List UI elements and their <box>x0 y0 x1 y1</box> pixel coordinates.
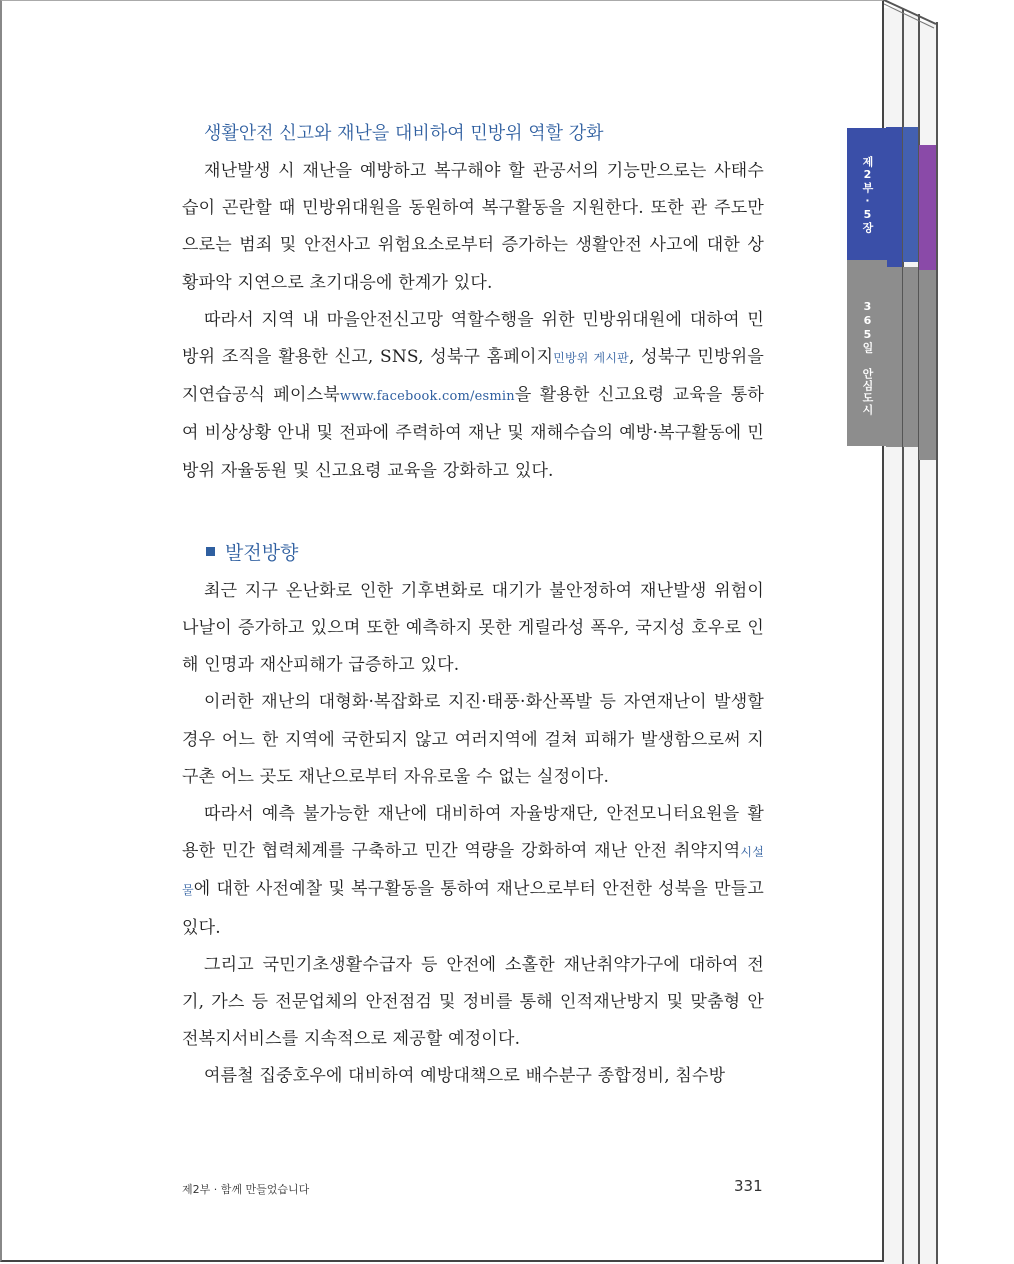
edge-tab-strip <box>919 145 936 270</box>
paragraph-text: 따라서 지역 내 마을안전신고망 역할수행을 위한 민방위대원에 대하여 민방위 조직을 활용한 신고, SNS, 성북구 홈페이지 <box>182 309 764 368</box>
paragraph: 이러한 재난의 대형화·복잡화로 지진·태풍·화산폭발 등 자연재난이 발생할 경우 어느 한 지역에 국한되지 않고 여러지역에 걸쳐 피해가 발생함으로써 지구촌 어느 곳도 재난으로부터 자유로울 수 없는 실정이다. <box>182 692 764 787</box>
paragraph <box>182 796 764 947</box>
paragraph-text: 에 대한 사전예찰 및 복구활동을 통하여 재난으로부터 안전한 성북을 만들고 있다. <box>182 879 764 938</box>
section-heading-text: 발전방향 <box>225 541 299 564</box>
edge-tab-strip <box>886 127 902 267</box>
paragraph-text: 따라서 예측 불가능한 재난에 대비하여 자율방재단, 안전모니터요원을 활용한 민간 협력체계를 구축하고 민간 역량을 강화하여 재난 안전 취약지역 <box>182 804 764 862</box>
footer-section-title: 제2부 · 함께 만들었습니다 <box>182 1183 310 1196</box>
paragraph: 재난발생 시 재난을 예방하고 복구해야 할 관공서의 기능만으로는 사태수습이 곤란할 때 민방위대원을 동원하여 복구활동을 지원한다. 또한 관 주도만으로는 범죄 및 안전사고 위험요소로부터 증가하는 생활안전 사고에 대한 상황파악 지연으로 초기대응에 한계가 있다. <box>182 161 764 293</box>
paragraph <box>182 302 764 490</box>
section-tab[interactable] <box>847 260 887 446</box>
paragraph: 최근 지구 온난화로 인한 기후변화로 대기가 불안정하여 재난발생 위험이 나날이 증가하고 있으며 또한 예측하지 못한 게릴라성 폭우, 국지성 호우로 인해 인명과 재산피해가 급증하고 있다. <box>182 580 764 676</box>
subheading: 생활안전 신고와 재난을 대비하여 민방위 역할 강화 <box>204 123 604 144</box>
page-stack-corner <box>884 0 940 30</box>
square-bullet-icon <box>206 547 215 556</box>
chapter-tab-label: 제2부·5장 <box>861 156 874 234</box>
chapter-tab[interactable] <box>847 128 887 260</box>
paragraph-text: 을 활용한 신고요령 교육을 통하여 비상상황 안내 및 전파에 주력하여 재난 및 재해수습의 예방·복구활동에 민방위 자율동원 및 신고요령 교육을 강화하고 있다. <box>182 385 764 481</box>
inline-note: 민방위 게시판 <box>553 351 629 366</box>
paragraph: 그리고 국민기초생활수급자 등 안전에 소홀한 재난취약가구에 대하여 전기, 가스 등 전문업체의 안전점검 및 정비를 통해 인적재난방지 및 맞춤형 안전복지서비스를 지속적으로 제공할 예정이다. <box>182 954 764 1050</box>
paragraph: 여름철 집중호우에 대비하여 예방대책으로 배수분구 종합정비, 침수방 <box>204 1066 726 1087</box>
paragraph-text: , 성북구 민방위을지연습공식 페이스북 <box>182 347 764 406</box>
page-content <box>182 119 764 1096</box>
section-tab-label: 365일 안심도시 <box>861 300 874 416</box>
edge-tab-strip <box>919 270 936 460</box>
section-heading <box>206 538 764 565</box>
edge-tab-strip <box>903 267 918 447</box>
edge-tab-strip <box>886 267 902 447</box>
inline-note: 시설물 <box>182 845 764 898</box>
edge-tab-strip <box>903 127 918 262</box>
facebook-url: www.facebook.com/esmin <box>339 389 515 405</box>
page-number: 331 <box>734 1177 763 1195</box>
